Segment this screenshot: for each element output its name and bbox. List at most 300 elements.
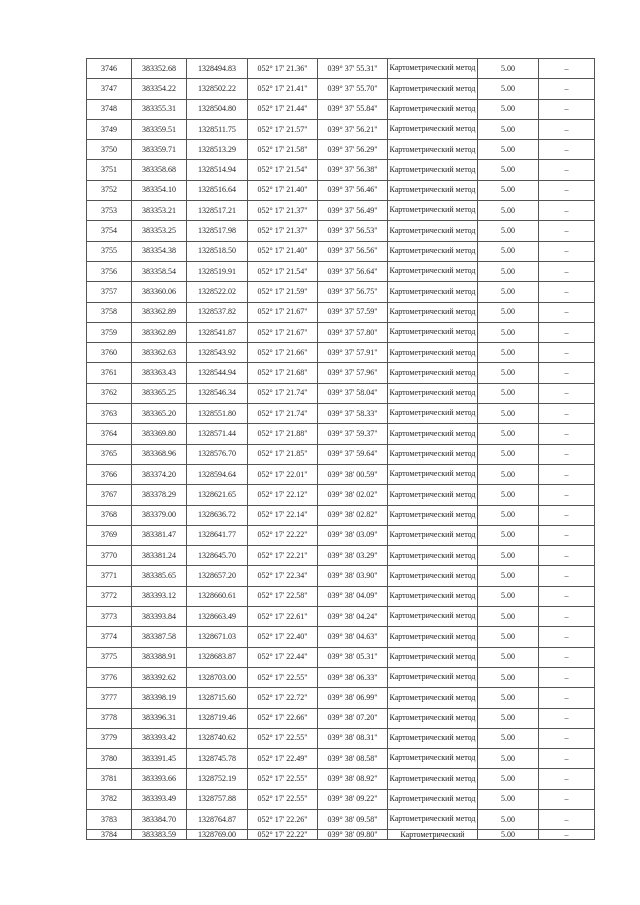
- accuracy-cell: 5.00: [478, 59, 539, 79]
- accuracy-cell: 5.00: [478, 566, 539, 586]
- x-coordinate-cell: 383369.80: [132, 424, 187, 444]
- point-number-cell: 3752: [87, 180, 132, 200]
- x-coordinate-cell: 383393.12: [132, 586, 187, 606]
- latitude-cell: 052° 17' 22.22": [248, 525, 318, 545]
- y-coordinate-cell: 1328657.20: [187, 566, 248, 586]
- method-cell: Картометрический: [388, 830, 478, 840]
- x-coordinate-cell: 383368.96: [132, 444, 187, 464]
- longitude-cell: 039° 37' 56.38": [318, 160, 388, 180]
- point-number-cell: 3758: [87, 302, 132, 322]
- coordinates-table-page: [86, 58, 594, 840]
- x-coordinate-cell: 383359.51: [132, 119, 187, 139]
- latitude-cell: 052° 17' 21.40": [248, 241, 318, 261]
- method-cell: Картометрический метод: [388, 586, 478, 606]
- table-row: [87, 119, 595, 139]
- y-coordinate-cell: 1328519.91: [187, 261, 248, 281]
- table-row: [87, 586, 595, 606]
- longitude-cell: 039° 37' 57.59": [318, 302, 388, 322]
- note-cell: –: [539, 830, 595, 840]
- accuracy-cell: 5.00: [478, 180, 539, 200]
- method-cell: Картометрический метод: [388, 667, 478, 687]
- x-coordinate-cell: 383387.58: [132, 627, 187, 647]
- longitude-cell: 039° 38' 09.22": [318, 789, 388, 809]
- x-coordinate-cell: 383365.20: [132, 404, 187, 424]
- latitude-cell: 052° 17' 22.61": [248, 607, 318, 627]
- method-cell: Картометрический метод: [388, 464, 478, 484]
- table-row: [87, 424, 595, 444]
- table-row: [87, 485, 595, 505]
- y-coordinate-cell: 1328740.62: [187, 728, 248, 748]
- y-coordinate-cell: 1328764.87: [187, 809, 248, 829]
- note-cell: –: [539, 59, 595, 79]
- method-cell: Картометрический метод: [388, 809, 478, 829]
- latitude-cell: 052° 17' 21.59": [248, 282, 318, 302]
- table-row: [87, 627, 595, 647]
- latitude-cell: 052° 17' 22.55": [248, 789, 318, 809]
- point-number-cell: 3777: [87, 688, 132, 708]
- accuracy-cell: 5.00: [478, 769, 539, 789]
- x-coordinate-cell: 383393.49: [132, 789, 187, 809]
- method-cell: Картометрический метод: [388, 789, 478, 809]
- point-number-cell: 3773: [87, 607, 132, 627]
- table-row: [87, 322, 595, 342]
- y-coordinate-cell: 1328671.03: [187, 627, 248, 647]
- y-coordinate-cell: 1328546.34: [187, 383, 248, 403]
- point-number-cell: 3747: [87, 79, 132, 99]
- x-coordinate-cell: 383388.91: [132, 647, 187, 667]
- longitude-cell: 039° 37' 56.29": [318, 140, 388, 160]
- point-number-cell: 3759: [87, 322, 132, 342]
- latitude-cell: 052° 17' 21.88": [248, 424, 318, 444]
- note-cell: –: [539, 119, 595, 139]
- point-number-cell: 3774: [87, 627, 132, 647]
- latitude-cell: 052° 17' 22.01": [248, 464, 318, 484]
- longitude-cell: 039° 38' 08.58": [318, 749, 388, 769]
- longitude-cell: 039° 37' 57.80": [318, 322, 388, 342]
- note-cell: –: [539, 769, 595, 789]
- y-coordinate-cell: 1328645.70: [187, 546, 248, 566]
- x-coordinate-cell: 383362.89: [132, 322, 187, 342]
- y-coordinate-cell: 1328663.49: [187, 607, 248, 627]
- accuracy-cell: 5.00: [478, 404, 539, 424]
- point-number-cell: 3761: [87, 363, 132, 383]
- longitude-cell: 039° 38' 04.24": [318, 607, 388, 627]
- point-number-cell: 3781: [87, 769, 132, 789]
- table-row: [87, 708, 595, 728]
- note-cell: –: [539, 241, 595, 261]
- accuracy-cell: 5.00: [478, 140, 539, 160]
- note-cell: –: [539, 505, 595, 525]
- longitude-cell: 039° 38' 03.09": [318, 525, 388, 545]
- x-coordinate-cell: 383362.89: [132, 302, 187, 322]
- x-coordinate-cell: 383398.19: [132, 688, 187, 708]
- note-cell: –: [539, 363, 595, 383]
- longitude-cell: 039° 37' 58.04": [318, 383, 388, 403]
- table-row: [87, 79, 595, 99]
- latitude-cell: 052° 17' 21.37": [248, 201, 318, 221]
- table-row: [87, 525, 595, 545]
- method-cell: Картометрический метод: [388, 505, 478, 525]
- note-cell: –: [539, 566, 595, 586]
- y-coordinate-cell: 1328544.94: [187, 363, 248, 383]
- table-row: [87, 607, 595, 627]
- method-cell: Картометрический метод: [388, 302, 478, 322]
- table-row: [87, 383, 595, 403]
- y-coordinate-cell: 1328504.80: [187, 99, 248, 119]
- method-cell: Картометрический метод: [388, 282, 478, 302]
- method-cell: Картометрический метод: [388, 769, 478, 789]
- coordinates-table-body: [87, 59, 595, 840]
- x-coordinate-cell: 383379.00: [132, 505, 187, 525]
- method-cell: Картометрический метод: [388, 79, 478, 99]
- accuracy-cell: 5.00: [478, 343, 539, 363]
- longitude-cell: 039° 38' 08.31": [318, 728, 388, 748]
- point-number-cell: 3768: [87, 505, 132, 525]
- accuracy-cell: 5.00: [478, 99, 539, 119]
- note-cell: –: [539, 688, 595, 708]
- accuracy-cell: 5.00: [478, 363, 539, 383]
- longitude-cell: 039° 37' 59.64": [318, 444, 388, 464]
- method-cell: Картометрический метод: [388, 160, 478, 180]
- point-number-cell: 3782: [87, 789, 132, 809]
- point-number-cell: 3764: [87, 424, 132, 444]
- table-row: [87, 282, 595, 302]
- table-row: [87, 769, 595, 789]
- y-coordinate-cell: 1328621.65: [187, 485, 248, 505]
- longitude-cell: 039° 37' 57.96": [318, 363, 388, 383]
- note-cell: –: [539, 383, 595, 403]
- note-cell: –: [539, 485, 595, 505]
- method-cell: Картометрический метод: [388, 728, 478, 748]
- point-number-cell: 3751: [87, 160, 132, 180]
- latitude-cell: 052° 17' 22.72": [248, 688, 318, 708]
- point-number-cell: 3755: [87, 241, 132, 261]
- x-coordinate-cell: 383384.70: [132, 809, 187, 829]
- latitude-cell: 052° 17' 21.58": [248, 140, 318, 160]
- note-cell: –: [539, 464, 595, 484]
- longitude-cell: 039° 38' 02.02": [318, 485, 388, 505]
- x-coordinate-cell: 383378.29: [132, 485, 187, 505]
- y-coordinate-cell: 1328757.88: [187, 789, 248, 809]
- point-number-cell: 3765: [87, 444, 132, 464]
- longitude-cell: 039° 37' 55.70": [318, 79, 388, 99]
- point-number-cell: 3766: [87, 464, 132, 484]
- y-coordinate-cell: 1328769.00: [187, 830, 248, 840]
- note-cell: –: [539, 99, 595, 119]
- latitude-cell: 052° 17' 22.14": [248, 505, 318, 525]
- longitude-cell: 039° 37' 56.64": [318, 261, 388, 281]
- accuracy-cell: 5.00: [478, 424, 539, 444]
- table-row: [87, 241, 595, 261]
- longitude-cell: 039° 37' 55.31": [318, 59, 388, 79]
- table-row: [87, 688, 595, 708]
- x-coordinate-cell: 383374.20: [132, 464, 187, 484]
- x-coordinate-cell: 383359.71: [132, 140, 187, 160]
- note-cell: –: [539, 343, 595, 363]
- latitude-cell: 052° 17' 21.44": [248, 99, 318, 119]
- longitude-cell: 039° 38' 04.09": [318, 586, 388, 606]
- point-number-cell: 3750: [87, 140, 132, 160]
- note-cell: –: [539, 708, 595, 728]
- method-cell: Картометрический метод: [388, 546, 478, 566]
- y-coordinate-cell: 1328683.87: [187, 647, 248, 667]
- note-cell: –: [539, 647, 595, 667]
- method-cell: Картометрический метод: [388, 59, 478, 79]
- y-coordinate-cell: 1328502.22: [187, 79, 248, 99]
- accuracy-cell: 5.00: [478, 667, 539, 687]
- table-row: [87, 302, 595, 322]
- longitude-cell: 039° 37' 56.75": [318, 282, 388, 302]
- point-number-cell: 3763: [87, 404, 132, 424]
- longitude-cell: 039° 38' 02.82": [318, 505, 388, 525]
- method-cell: Картометрический метод: [388, 749, 478, 769]
- latitude-cell: 052° 17' 21.85": [248, 444, 318, 464]
- table-row: [87, 140, 595, 160]
- latitude-cell: 052° 17' 22.12": [248, 485, 318, 505]
- y-coordinate-cell: 1328518.50: [187, 241, 248, 261]
- latitude-cell: 052° 17' 22.34": [248, 566, 318, 586]
- table-row: [87, 201, 595, 221]
- y-coordinate-cell: 1328571.44: [187, 424, 248, 444]
- y-coordinate-cell: 1328641.77: [187, 525, 248, 545]
- point-number-cell: 3770: [87, 546, 132, 566]
- method-cell: Картометрический метод: [388, 485, 478, 505]
- longitude-cell: 039° 38' 06.33": [318, 667, 388, 687]
- note-cell: –: [539, 404, 595, 424]
- latitude-cell: 052° 17' 21.74": [248, 404, 318, 424]
- table-row: [87, 647, 595, 667]
- accuracy-cell: 5.00: [478, 119, 539, 139]
- method-cell: Картометрический метод: [388, 241, 478, 261]
- x-coordinate-cell: 383393.84: [132, 607, 187, 627]
- accuracy-cell: 5.00: [478, 708, 539, 728]
- x-coordinate-cell: 383381.47: [132, 525, 187, 545]
- accuracy-cell: 5.00: [478, 586, 539, 606]
- latitude-cell: 052° 17' 21.54": [248, 160, 318, 180]
- latitude-cell: 052° 17' 21.68": [248, 363, 318, 383]
- longitude-cell: 039° 38' 07.20": [318, 708, 388, 728]
- method-cell: Картометрический метод: [388, 119, 478, 139]
- x-coordinate-cell: 383354.22: [132, 79, 187, 99]
- point-number-cell: 3780: [87, 749, 132, 769]
- accuracy-cell: 5.00: [478, 322, 539, 342]
- point-number-cell: 3762: [87, 383, 132, 403]
- x-coordinate-cell: 383358.68: [132, 160, 187, 180]
- x-coordinate-cell: 383393.42: [132, 728, 187, 748]
- note-cell: –: [539, 444, 595, 464]
- longitude-cell: 039° 38' 04.63": [318, 627, 388, 647]
- latitude-cell: 052° 17' 21.41": [248, 79, 318, 99]
- table-row: [87, 749, 595, 769]
- note-cell: –: [539, 525, 595, 545]
- y-coordinate-cell: 1328715.60: [187, 688, 248, 708]
- table-row: [87, 728, 595, 748]
- longitude-cell: 039° 37' 57.91": [318, 343, 388, 363]
- accuracy-cell: 5.00: [478, 546, 539, 566]
- note-cell: –: [539, 424, 595, 444]
- point-number-cell: 3754: [87, 221, 132, 241]
- method-cell: Картометрический метод: [388, 708, 478, 728]
- method-cell: Картометрический метод: [388, 607, 478, 627]
- note-cell: –: [539, 160, 595, 180]
- accuracy-cell: 5.00: [478, 525, 539, 545]
- x-coordinate-cell: 383360.06: [132, 282, 187, 302]
- longitude-cell: 039° 37' 56.56": [318, 241, 388, 261]
- x-coordinate-cell: 383362.63: [132, 343, 187, 363]
- latitude-cell: 052° 17' 22.49": [248, 749, 318, 769]
- point-number-cell: 3775: [87, 647, 132, 667]
- method-cell: Картометрический метод: [388, 201, 478, 221]
- accuracy-cell: 5.00: [478, 383, 539, 403]
- method-cell: Картометрический метод: [388, 99, 478, 119]
- x-coordinate-cell: 383352.68: [132, 59, 187, 79]
- latitude-cell: 052° 17' 21.57": [248, 119, 318, 139]
- latitude-cell: 052° 17' 21.67": [248, 322, 318, 342]
- table-row: [87, 404, 595, 424]
- latitude-cell: 052° 17' 22.22": [248, 830, 318, 840]
- latitude-cell: 052° 17' 21.66": [248, 343, 318, 363]
- accuracy-cell: 5.00: [478, 485, 539, 505]
- accuracy-cell: 5.00: [478, 79, 539, 99]
- accuracy-cell: 5.00: [478, 647, 539, 667]
- note-cell: –: [539, 221, 595, 241]
- latitude-cell: 052° 17' 21.67": [248, 302, 318, 322]
- latitude-cell: 052° 17' 21.54": [248, 261, 318, 281]
- longitude-cell: 039° 37' 59.37": [318, 424, 388, 444]
- point-number-cell: 3749: [87, 119, 132, 139]
- y-coordinate-cell: 1328537.82: [187, 302, 248, 322]
- y-coordinate-cell: 1328551.80: [187, 404, 248, 424]
- note-cell: –: [539, 586, 595, 606]
- note-cell: –: [539, 322, 595, 342]
- latitude-cell: 052° 17' 21.74": [248, 383, 318, 403]
- note-cell: –: [539, 180, 595, 200]
- point-number-cell: 3771: [87, 566, 132, 586]
- y-coordinate-cell: 1328513.29: [187, 140, 248, 160]
- accuracy-cell: 5.00: [478, 464, 539, 484]
- accuracy-cell: 5.00: [478, 830, 539, 840]
- table-row: [87, 464, 595, 484]
- table-row: [87, 343, 595, 363]
- note-cell: –: [539, 789, 595, 809]
- method-cell: Картометрический метод: [388, 525, 478, 545]
- accuracy-cell: 5.00: [478, 221, 539, 241]
- point-number-cell: 3757: [87, 282, 132, 302]
- y-coordinate-cell: 1328494.83: [187, 59, 248, 79]
- method-cell: Картометрический метод: [388, 343, 478, 363]
- accuracy-cell: 5.00: [478, 160, 539, 180]
- table-row: [87, 221, 595, 241]
- note-cell: –: [539, 261, 595, 281]
- table-row: [87, 667, 595, 687]
- note-cell: –: [539, 809, 595, 829]
- note-cell: –: [539, 749, 595, 769]
- x-coordinate-cell: 383353.21: [132, 201, 187, 221]
- method-cell: Картометрический метод: [388, 424, 478, 444]
- longitude-cell: 039° 38' 05.31": [318, 647, 388, 667]
- table-row: [87, 444, 595, 464]
- accuracy-cell: 5.00: [478, 505, 539, 525]
- accuracy-cell: 5.00: [478, 261, 539, 281]
- longitude-cell: 039° 37' 56.53": [318, 221, 388, 241]
- method-cell: Картометрический метод: [388, 566, 478, 586]
- method-cell: Картометрический метод: [388, 363, 478, 383]
- latitude-cell: 052° 17' 22.44": [248, 647, 318, 667]
- table-row: [87, 546, 595, 566]
- latitude-cell: 052° 17' 22.58": [248, 586, 318, 606]
- accuracy-cell: 5.00: [478, 728, 539, 748]
- y-coordinate-cell: 1328543.92: [187, 343, 248, 363]
- latitude-cell: 052° 17' 21.37": [248, 221, 318, 241]
- y-coordinate-cell: 1328594.64: [187, 464, 248, 484]
- note-cell: –: [539, 79, 595, 99]
- y-coordinate-cell: 1328576.70: [187, 444, 248, 464]
- accuracy-cell: 5.00: [478, 444, 539, 464]
- longitude-cell: 039° 37' 55.84": [318, 99, 388, 119]
- method-cell: Картометрический метод: [388, 261, 478, 281]
- x-coordinate-cell: 383396.31: [132, 708, 187, 728]
- point-number-cell: 3783: [87, 809, 132, 829]
- latitude-cell: 052° 17' 22.21": [248, 546, 318, 566]
- table-row: [87, 99, 595, 119]
- point-number-cell: 3753: [87, 201, 132, 221]
- y-coordinate-cell: 1328752.19: [187, 769, 248, 789]
- y-coordinate-cell: 1328745.78: [187, 749, 248, 769]
- latitude-cell: 052° 17' 21.40": [248, 180, 318, 200]
- longitude-cell: 039° 38' 06.99": [318, 688, 388, 708]
- y-coordinate-cell: 1328719.46: [187, 708, 248, 728]
- table-row: [87, 180, 595, 200]
- latitude-cell: 052° 17' 22.66": [248, 708, 318, 728]
- note-cell: –: [539, 201, 595, 221]
- accuracy-cell: 5.00: [478, 282, 539, 302]
- y-coordinate-cell: 1328522.02: [187, 282, 248, 302]
- accuracy-cell: 5.00: [478, 302, 539, 322]
- accuracy-cell: 5.00: [478, 201, 539, 221]
- method-cell: Картометрический метод: [388, 322, 478, 342]
- y-coordinate-cell: 1328703.00: [187, 667, 248, 687]
- note-cell: –: [539, 667, 595, 687]
- longitude-cell: 039° 38' 00.59": [318, 464, 388, 484]
- longitude-cell: 039° 38' 09.80": [318, 830, 388, 840]
- x-coordinate-cell: 383391.45: [132, 749, 187, 769]
- note-cell: –: [539, 607, 595, 627]
- point-number-cell: 3772: [87, 586, 132, 606]
- note-cell: –: [539, 140, 595, 160]
- point-number-cell: 3778: [87, 708, 132, 728]
- method-cell: Картометрический метод: [388, 627, 478, 647]
- latitude-cell: 052° 17' 21.36": [248, 59, 318, 79]
- longitude-cell: 039° 38' 09.58": [318, 809, 388, 829]
- x-coordinate-cell: 383358.54: [132, 261, 187, 281]
- table-row: [87, 789, 595, 809]
- x-coordinate-cell: 383354.38: [132, 241, 187, 261]
- x-coordinate-cell: 383353.25: [132, 221, 187, 241]
- table-row: [87, 59, 595, 79]
- y-coordinate-cell: 1328516.64: [187, 180, 248, 200]
- note-cell: –: [539, 282, 595, 302]
- x-coordinate-cell: 383355.31: [132, 99, 187, 119]
- x-coordinate-cell: 383365.25: [132, 383, 187, 403]
- y-coordinate-cell: 1328541.87: [187, 322, 248, 342]
- latitude-cell: 052° 17' 22.40": [248, 627, 318, 647]
- method-cell: Картометрический метод: [388, 647, 478, 667]
- longitude-cell: 039° 38' 08.92": [318, 769, 388, 789]
- y-coordinate-cell: 1328636.72: [187, 505, 248, 525]
- note-cell: –: [539, 728, 595, 748]
- y-coordinate-cell: 1328660.61: [187, 586, 248, 606]
- method-cell: Картометрический метод: [388, 404, 478, 424]
